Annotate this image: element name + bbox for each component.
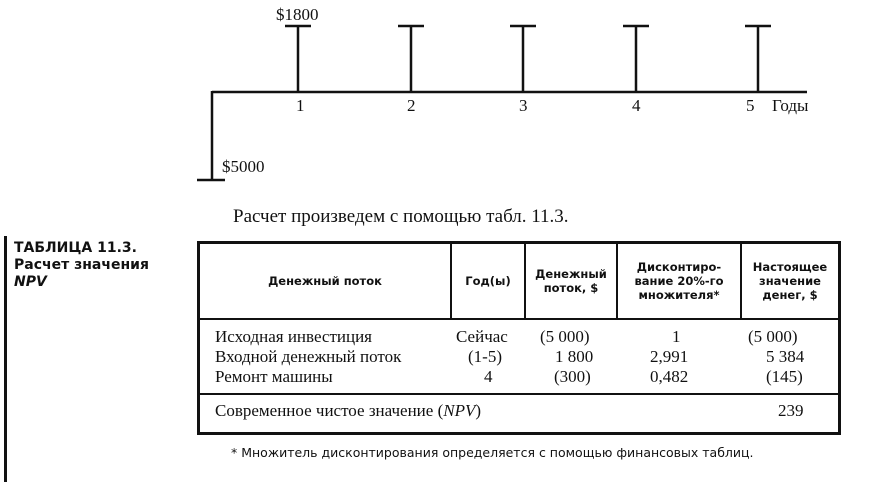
table-row: Ремонт машины 4 (300) 0,482 (145) bbox=[215, 367, 803, 386]
header-discount-factor: Дисконтиро-вание 20%-го множителя* bbox=[634, 260, 724, 302]
header-cash-flow: Денежный поток bbox=[268, 274, 382, 288]
axis-label: Годы bbox=[772, 96, 809, 115]
period-4: 4 bbox=[632, 96, 641, 115]
summary-divider bbox=[200, 393, 838, 395]
period-1: 1 bbox=[296, 96, 305, 115]
inflow-label: $1800 bbox=[276, 5, 319, 24]
inflow-arrow-3 bbox=[510, 26, 536, 92]
table-row: Входной денежный поток (1-5) 1 800 2,991 5 384 bbox=[215, 347, 805, 366]
period-2: 2 bbox=[407, 96, 416, 115]
intro-text: Расчет произведем с помощью табл. 11.3. bbox=[233, 206, 569, 227]
table-row: Исходная инвестиция Сейчас (5 000) 1 (5 000) bbox=[215, 327, 798, 346]
inflow-arrow-4 bbox=[623, 26, 649, 92]
period-5: 5 bbox=[746, 96, 755, 115]
inflow-arrow-1 bbox=[285, 26, 311, 92]
table-header bbox=[200, 244, 838, 320]
caption-title: ТАБЛИЦА 11.3. bbox=[14, 240, 137, 256]
period-3: 3 bbox=[519, 96, 528, 115]
footnote: * Множитель дисконтирования определяется с помощью финансовых таблиц. bbox=[231, 445, 754, 460]
inflow-arrow-2 bbox=[398, 26, 424, 92]
npv-table bbox=[197, 241, 841, 435]
header-cash-amount: Денежный поток, $ bbox=[535, 267, 607, 295]
table-caption bbox=[14, 240, 149, 291]
header-years: Год(ы) bbox=[465, 274, 511, 288]
cash-flow-diagram bbox=[0, 0, 878, 200]
header-present-value: Настоящее значение денег, $ bbox=[752, 260, 828, 302]
caption-line2: Расчет значения bbox=[14, 257, 149, 273]
caption-line3: NPV bbox=[14, 274, 47, 290]
page-margin-rule bbox=[4, 236, 7, 482]
inflow-arrow-5 bbox=[745, 26, 771, 92]
summary-value: 239 bbox=[778, 401, 804, 420]
outflow-label: $5000 bbox=[222, 157, 265, 176]
summary-label: Современное чистое значение (NPV) bbox=[215, 401, 482, 420]
